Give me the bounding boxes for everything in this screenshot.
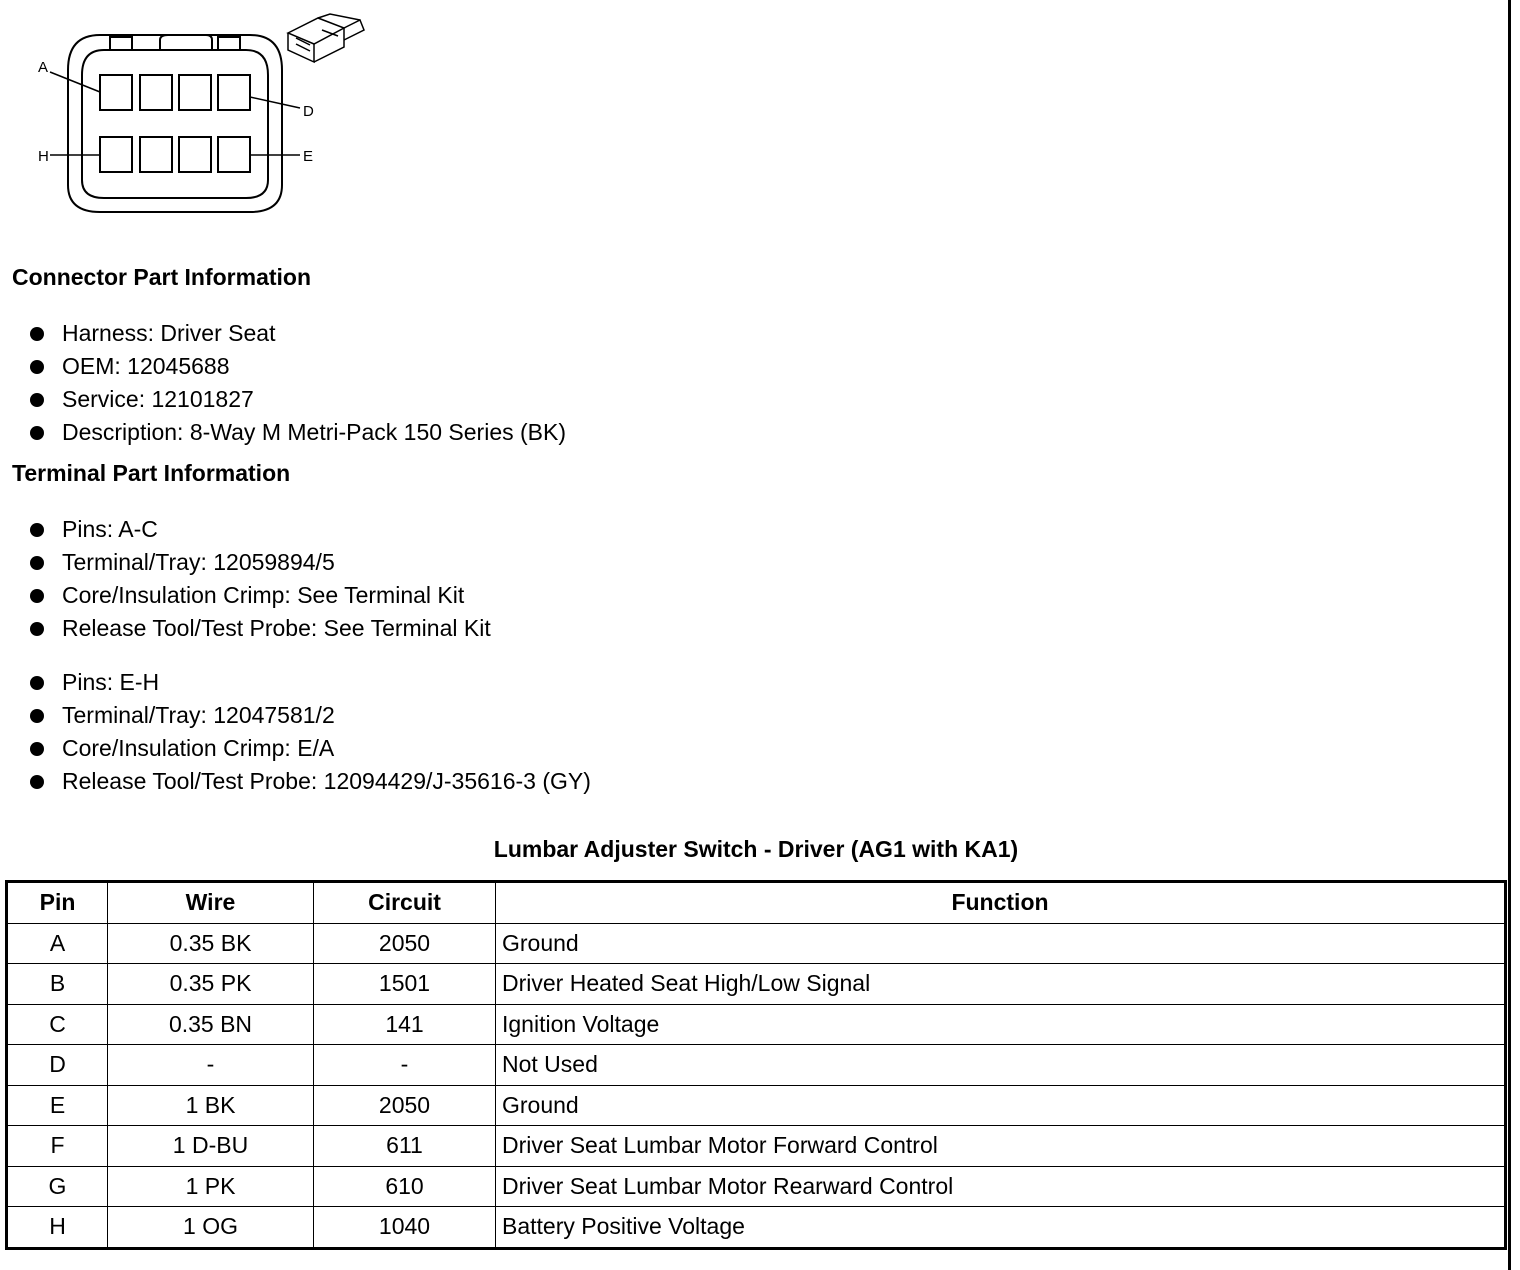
header-pin: Pin: [7, 882, 108, 924]
cavity-a: [100, 75, 132, 110]
cell-pin: C: [7, 1004, 108, 1045]
cell-function: Driver Seat Lumbar Motor Forward Control: [496, 1126, 1506, 1167]
list-item: Pins: A-C: [30, 513, 491, 546]
list-item: Core/Insulation Crimp: E/A: [30, 732, 591, 765]
cell-circuit: 2050: [314, 1085, 496, 1126]
cell-function: Driver Seat Lumbar Motor Rearward Control: [496, 1166, 1506, 1207]
header-wire: Wire: [108, 882, 314, 924]
cell-circuit: -: [314, 1045, 496, 1086]
list-item: Terminal/Tray: 12059894/5: [30, 546, 491, 579]
list-item: Service: 12101827: [30, 383, 566, 416]
cavity-g: [140, 137, 172, 172]
cavity-b: [140, 75, 172, 110]
cell-wire: -: [108, 1045, 314, 1086]
list-item: Harness: Driver Seat: [30, 317, 566, 350]
cell-function: Driver Heated Seat High/Low Signal: [496, 964, 1506, 1005]
table-row: [7, 1004, 1506, 1045]
pin-label-d: D: [303, 103, 314, 120]
cell-pin: E: [7, 1085, 108, 1126]
connector-info-list: [30, 317, 566, 449]
header-circuit: Circuit: [314, 882, 496, 924]
cell-circuit: 141: [314, 1004, 496, 1045]
cell-pin: G: [7, 1166, 108, 1207]
cell-circuit: 1501: [314, 964, 496, 1005]
connector-latch: [160, 35, 212, 50]
pinout-table: [5, 880, 1507, 1250]
table-title: Lumbar Adjuster Switch - Driver (AG1 with KA1): [493, 836, 1019, 862]
connector-outer-shell: [68, 35, 282, 212]
list-item: Pins: E-H: [30, 666, 591, 699]
cell-wire: 0.35 BK: [108, 923, 314, 964]
cavity-h: [100, 137, 132, 172]
list-item: Terminal/Tray: 12047581/2: [30, 699, 591, 732]
cell-wire: 0.35 BN: [108, 1004, 314, 1045]
cell-function: Not Used: [496, 1045, 1506, 1086]
cell-function: Battery Positive Voltage: [496, 1207, 1506, 1249]
cell-pin: H: [7, 1207, 108, 1249]
table-row: [7, 1045, 1506, 1086]
table-row: [7, 1207, 1506, 1249]
cell-function: Ground: [496, 923, 1506, 964]
cell-function: Ground: [496, 1085, 1506, 1126]
cell-wire: 1 BK: [108, 1085, 314, 1126]
terminal-info-list-2: [30, 666, 591, 798]
cell-circuit: 610: [314, 1166, 496, 1207]
connector-inner-cavity: [82, 50, 268, 198]
pin-label-a: A: [38, 59, 49, 76]
cavity-c: [179, 75, 211, 110]
right-border-rule: [1508, 0, 1511, 1270]
table-row: [7, 964, 1506, 1005]
connector-thumbnail-icon: [288, 14, 364, 62]
cell-wire: 0.35 PK: [108, 964, 314, 1005]
table-row: [7, 1126, 1506, 1167]
cell-circuit: 611: [314, 1126, 496, 1167]
header-function: Function: [496, 882, 1506, 924]
pin-label-h: H: [38, 148, 49, 165]
cell-function: Ignition Voltage: [496, 1004, 1506, 1045]
connector-face-diagram: [0, 0, 380, 225]
cell-wire: 1 PK: [108, 1166, 314, 1207]
cell-pin: F: [7, 1126, 108, 1167]
cell-wire: 1 OG: [108, 1207, 314, 1249]
list-item: Core/Insulation Crimp: See Terminal Kit: [30, 579, 491, 612]
table-row: [7, 1166, 1506, 1207]
cell-circuit: 1040: [314, 1207, 496, 1249]
table-row: [7, 923, 1506, 964]
cell-pin: A: [7, 923, 108, 964]
cell-wire: 1 D-BU: [108, 1126, 314, 1167]
table-row: [7, 1085, 1506, 1126]
list-item: Release Tool/Test Probe: 12094429/J-35616-3 (GY): [30, 765, 591, 798]
cavity-d: [218, 75, 250, 110]
table-header-row: [7, 882, 1506, 924]
list-item: Description: 8-Way M Metri-Pack 150 Series (BK): [30, 416, 566, 449]
connector-info-title: Connector Part Information: [12, 264, 312, 290]
connector-latch-tab: [110, 37, 132, 50]
list-item: OEM: 12045688: [30, 350, 566, 383]
pin-label-e: E: [303, 148, 314, 165]
cavity-e: [218, 137, 250, 172]
cell-circuit: 2050: [314, 923, 496, 964]
cell-pin: B: [7, 964, 108, 1005]
connector-latch-tab: [218, 37, 240, 50]
cell-pin: D: [7, 1045, 108, 1086]
cavity-f: [179, 137, 211, 172]
terminal-info-list-1: [30, 513, 491, 645]
list-item: Release Tool/Test Probe: See Terminal Kit: [30, 612, 491, 645]
terminal-info-title: Terminal Part Information: [12, 460, 291, 486]
